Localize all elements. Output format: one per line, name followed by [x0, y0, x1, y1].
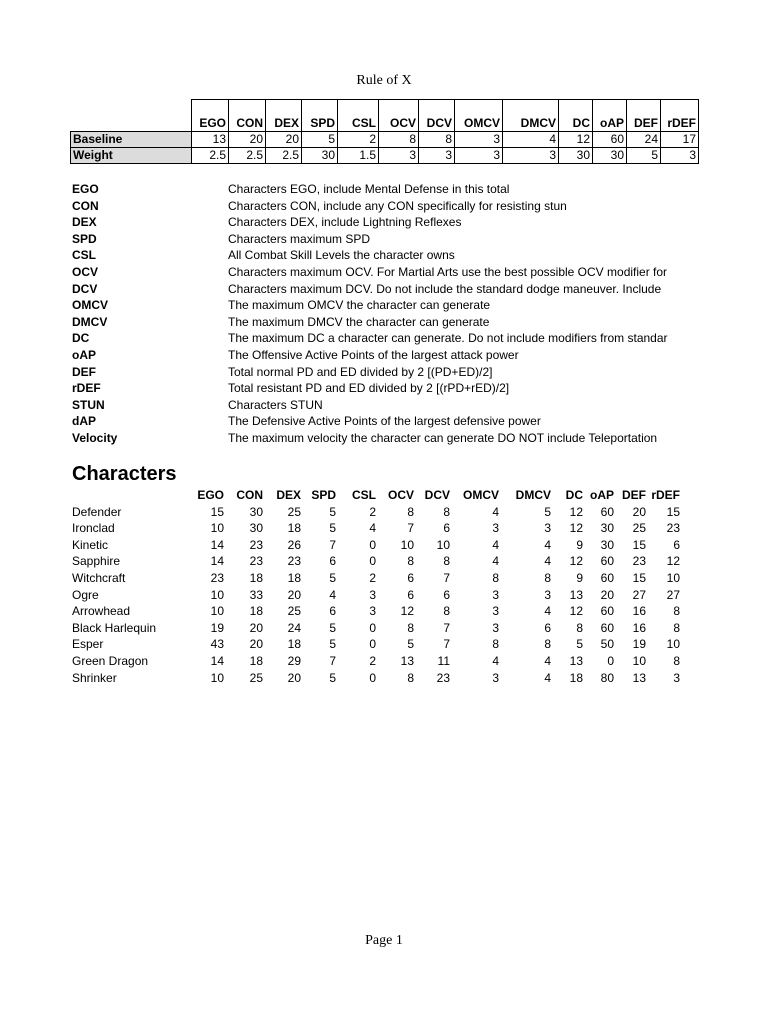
row-label: Baseline: [71, 132, 192, 148]
value-cell: 30: [593, 148, 627, 164]
value-cell: 23: [287, 554, 301, 569]
definition-term: DMCV: [72, 314, 108, 329]
definition-term: OMCV: [72, 298, 108, 313]
definition-term: DCV: [72, 281, 98, 296]
value-cell: 60: [600, 604, 614, 619]
value-cell: 3: [369, 587, 376, 602]
definition-row: [72, 281, 692, 298]
value-cell: 8: [407, 554, 414, 569]
value-cell: 6: [673, 537, 680, 552]
value-cell: 12: [569, 504, 583, 519]
value-cell: 3: [369, 604, 376, 619]
character-name: Witchcraft: [72, 570, 126, 585]
value-cell: 12: [559, 132, 593, 148]
definition-text: Characters STUN: [228, 397, 323, 412]
definition-text: Characters maximum DCV. Do not include the standard dodge maneuver. Include: [228, 281, 662, 296]
value-cell: 0: [607, 653, 614, 668]
definition-term: CON: [72, 198, 99, 213]
value-cell: 13: [632, 670, 646, 685]
value-cell: 5: [576, 637, 583, 652]
header-spacer-cell: [266, 100, 302, 117]
column-header: DC: [565, 488, 583, 502]
header-spacer-cell: [229, 100, 266, 117]
definition-row: [72, 380, 692, 397]
value-cell: 20: [249, 637, 263, 652]
header-spacer-cell: [338, 100, 379, 117]
character-name: Arrowhead: [72, 604, 131, 619]
value-cell: 12: [400, 604, 414, 619]
character-name: Shrinker: [72, 670, 117, 685]
table-row: [70, 603, 682, 620]
character-name: Sapphire: [72, 554, 121, 569]
value-cell: 25: [287, 504, 301, 519]
characters-table: [70, 487, 682, 686]
value-cell: 10: [666, 637, 680, 652]
value-cell: 33: [249, 587, 263, 602]
value-cell: 30: [600, 537, 614, 552]
value-cell: 0: [369, 537, 376, 552]
value-cell: 4: [544, 554, 551, 569]
column-header: oAP: [590, 488, 614, 502]
value-cell: 13: [569, 653, 583, 668]
value-cell: 3: [379, 148, 419, 164]
table-row: [70, 537, 682, 554]
value-cell: 18: [287, 570, 301, 585]
value-cell: 7: [443, 637, 450, 652]
value-cell: 4: [492, 504, 499, 519]
value-cell: 2.5: [229, 148, 266, 164]
character-name: Black Harlequin: [72, 620, 157, 635]
value-cell: 12: [666, 554, 680, 569]
table-row: [70, 620, 682, 637]
value-cell: 16: [632, 604, 646, 619]
value-cell: 12: [569, 554, 583, 569]
value-cell: 19: [632, 637, 646, 652]
definition-row: [72, 297, 692, 314]
value-cell: 5: [407, 637, 414, 652]
definition-term: Velocity: [72, 430, 118, 445]
value-cell: 5: [329, 504, 336, 519]
table-row: [71, 132, 699, 148]
value-cell: 30: [302, 148, 338, 164]
value-cell: 12: [569, 521, 583, 536]
value-cell: 8: [673, 604, 680, 619]
column-header: OMCV: [463, 488, 499, 502]
definition-text: Characters maximum SPD: [228, 231, 371, 246]
value-cell: 20: [249, 620, 263, 635]
value-cell: 20: [600, 587, 614, 602]
definitions-list: [72, 181, 692, 447]
value-cell: 30: [600, 521, 614, 536]
column-header: rDEF: [651, 488, 680, 502]
definition-text: The maximum OMCV the character can generate: [228, 298, 491, 313]
value-cell: 3: [492, 670, 499, 685]
value-cell: 4: [544, 670, 551, 685]
characters-heading: Characters: [72, 463, 177, 485]
value-cell: 24: [627, 132, 661, 148]
value-cell: 3: [492, 521, 499, 536]
value-cell: 5: [329, 620, 336, 635]
value-cell: 60: [600, 554, 614, 569]
header-spacer-cell: [503, 100, 559, 117]
value-cell: 29: [287, 653, 301, 668]
value-cell: 50: [600, 637, 614, 652]
table-row: [70, 504, 682, 521]
value-cell: 4: [329, 587, 336, 602]
definition-term: DC: [72, 331, 90, 346]
value-cell: 24: [287, 620, 301, 635]
value-cell: 11: [437, 653, 450, 668]
value-cell: 5: [302, 132, 338, 148]
value-cell: 12: [569, 604, 583, 619]
value-cell: 16: [632, 620, 646, 635]
value-cell: 8: [544, 570, 551, 585]
value-cell: 4: [492, 653, 499, 668]
value-cell: 3: [492, 620, 499, 635]
definition-row: [72, 314, 692, 331]
value-cell: 13: [192, 132, 229, 148]
value-cell: 0: [369, 637, 376, 652]
definition-term: dAP: [72, 414, 96, 429]
value-cell: 3: [661, 148, 699, 164]
table-row: [70, 587, 682, 604]
value-cell: 6: [443, 587, 450, 602]
value-cell: 18: [249, 653, 263, 668]
definition-text: The Offensive Active Points of the largest attack power: [228, 347, 519, 362]
value-cell: 18: [249, 604, 263, 619]
column-header: EGO: [197, 488, 224, 502]
definition-text: Total resistant PD and ED divided by 2 [(rPD+rED)/2]: [228, 381, 510, 396]
value-cell: 20: [632, 504, 646, 519]
definition-text: Characters CON, include any CON specifically for resisting stun: [228, 198, 567, 213]
table-row: [70, 553, 682, 570]
table-row: [70, 570, 682, 587]
value-cell: 6: [407, 587, 414, 602]
value-cell: 4: [544, 604, 551, 619]
header-spacer-cell: [593, 100, 627, 117]
value-cell: 23: [632, 554, 646, 569]
value-cell: 20: [287, 670, 301, 685]
page-title: Rule of X: [356, 73, 412, 88]
definition-row: [72, 181, 692, 198]
value-cell: 0: [369, 554, 376, 569]
definition-row: [72, 231, 692, 248]
value-cell: 6: [407, 570, 414, 585]
header-spacer-cell: [379, 100, 419, 117]
value-cell: 10: [632, 653, 646, 668]
column-header: rDEF: [661, 116, 699, 132]
value-cell: 3: [544, 587, 551, 602]
value-cell: 6: [544, 620, 551, 635]
value-cell: 25: [632, 521, 646, 536]
definition-text: The maximum DC a character can generate. Do not include modifiers from standar: [228, 331, 668, 346]
value-cell: 4: [369, 521, 376, 536]
definition-text: Characters DEX, include Lightning Reflexes: [228, 215, 462, 230]
definition-term: oAP: [72, 347, 96, 362]
value-cell: 8: [673, 620, 680, 635]
value-cell: 60: [593, 132, 627, 148]
definition-term: rDEF: [72, 381, 101, 396]
header-spacer-cell: [71, 100, 192, 117]
value-cell: 15: [666, 504, 680, 519]
definition-row: [72, 430, 692, 447]
value-cell: 14: [210, 537, 224, 552]
definition-row: [72, 198, 692, 215]
value-cell: 18: [287, 637, 301, 652]
value-cell: 8: [407, 620, 414, 635]
header-spacer-cell: [192, 100, 229, 117]
table-row: [70, 520, 682, 537]
value-cell: 13: [569, 587, 583, 602]
value-cell: 2: [338, 132, 379, 148]
value-cell: 9: [576, 570, 583, 585]
value-cell: 5: [329, 637, 336, 652]
value-cell: 15: [210, 504, 224, 519]
value-cell: 27: [666, 587, 680, 602]
definition-text: The Defensive Active Points of the largest defensive power: [228, 414, 541, 429]
character-name: Ogre: [72, 587, 99, 602]
value-cell: 4: [492, 554, 499, 569]
value-cell: 18: [249, 570, 263, 585]
character-name: Defender: [72, 504, 122, 519]
value-cell: 60: [600, 620, 614, 635]
value-cell: 4: [503, 132, 559, 148]
value-cell: 23: [210, 570, 224, 585]
value-cell: 13: [400, 653, 414, 668]
definition-text: The maximum velocity the character can generate DO NOT include Teleportation: [228, 430, 658, 445]
definition-row: [72, 214, 692, 231]
value-cell: 3: [419, 148, 455, 164]
value-cell: 10: [400, 537, 414, 552]
definition-term: CSL: [72, 248, 96, 263]
value-cell: 15: [632, 537, 646, 552]
definition-row: [72, 347, 692, 364]
value-cell: 26: [287, 537, 301, 552]
value-cell: 23: [666, 521, 680, 536]
value-cell: 43: [210, 637, 224, 652]
row-label: Weight: [71, 148, 192, 164]
value-cell: 3: [455, 132, 503, 148]
table-row: [70, 653, 682, 670]
value-cell: 8: [492, 637, 499, 652]
value-cell: 3: [544, 521, 551, 536]
column-header: DC: [559, 116, 593, 132]
value-cell: 4: [544, 537, 551, 552]
value-cell: 25: [287, 604, 301, 619]
value-cell: 30: [559, 148, 593, 164]
value-cell: 2: [369, 653, 376, 668]
value-cell: 0: [369, 670, 376, 685]
value-cell: 3: [673, 670, 680, 685]
definition-text: Total normal PD and ED divided by 2 [(PD+ED)/2]: [228, 364, 493, 379]
header-spacer-cell: [661, 100, 699, 117]
value-cell: 8: [419, 132, 455, 148]
definition-row: [72, 330, 692, 347]
definition-row: [72, 413, 692, 430]
value-cell: 7: [443, 570, 450, 585]
definition-text: The maximum DMCV the character can generate: [228, 314, 490, 329]
value-cell: 2: [369, 504, 376, 519]
column-header: DEF: [627, 116, 661, 132]
value-cell: 10: [210, 670, 224, 685]
definition-term: SPD: [72, 231, 97, 246]
value-cell: 23: [249, 537, 263, 552]
value-cell: 3: [503, 148, 559, 164]
column-header: OCV: [387, 488, 414, 502]
value-cell: 10: [210, 521, 224, 536]
value-cell: 4: [492, 537, 499, 552]
value-cell: 10: [210, 587, 224, 602]
character-name: Esper: [72, 637, 104, 652]
header-spacer-cell: [627, 100, 661, 117]
value-cell: 10: [210, 604, 224, 619]
column-header: DCV: [419, 116, 455, 132]
definition-row: [72, 264, 692, 281]
definition-row: [72, 397, 692, 414]
value-cell: 2.5: [192, 148, 229, 164]
definition-row: [72, 247, 692, 264]
value-cell: 8: [492, 570, 499, 585]
header-spacer-cell: [302, 100, 338, 117]
definition-term: DEX: [72, 215, 97, 230]
column-header: DMCV: [503, 116, 559, 132]
value-cell: 7: [443, 620, 450, 635]
header-spacer-cell: [419, 100, 455, 117]
column-header: oAP: [593, 116, 627, 132]
value-cell: 23: [249, 554, 263, 569]
column-header: SPD: [311, 488, 336, 502]
value-cell: 5: [627, 148, 661, 164]
column-header: CSL: [338, 116, 379, 132]
value-cell: 18: [569, 670, 583, 685]
value-cell: 6: [443, 521, 450, 536]
column-header: DEF: [622, 488, 646, 502]
value-cell: 5: [329, 670, 336, 685]
value-cell: 19: [210, 620, 224, 635]
value-cell: 9: [576, 537, 583, 552]
value-cell: 3: [492, 604, 499, 619]
definition-term: OCV: [72, 264, 99, 279]
column-header: CON: [229, 116, 266, 132]
column-header: OMCV: [455, 116, 503, 132]
value-cell: 17: [661, 132, 699, 148]
value-cell: 6: [329, 554, 336, 569]
value-cell: 30: [249, 521, 263, 536]
value-cell: 8: [407, 670, 414, 685]
character-name: Green Dragon: [72, 653, 149, 668]
value-cell: 15: [632, 570, 646, 585]
table-row: [70, 670, 682, 687]
header-spacer-cell: [559, 100, 593, 117]
value-cell: 1.5: [338, 148, 379, 164]
column-header: SPD: [302, 116, 338, 132]
column-header: DCV: [424, 488, 450, 502]
value-cell: 25: [249, 670, 263, 685]
table-row: [70, 636, 682, 653]
column-header: EGO: [192, 116, 229, 132]
value-cell: 8: [443, 604, 450, 619]
definition-term: EGO: [72, 182, 99, 196]
value-cell: 18: [287, 521, 301, 536]
value-cell: 3: [455, 148, 503, 164]
corner-cell: [71, 116, 192, 132]
table-row: [71, 148, 699, 164]
definition-term: DEF: [72, 364, 96, 379]
definition-text: Characters maximum OCV. For Martial Arts use the best possible OCV modifier for: [228, 264, 668, 279]
value-cell: 2: [369, 570, 376, 585]
column-header: OCV: [379, 116, 419, 132]
value-cell: 5: [329, 570, 336, 585]
definition-row: [72, 364, 692, 381]
value-cell: 8: [407, 504, 414, 519]
value-cell: 7: [329, 537, 336, 552]
value-cell: 80: [600, 670, 614, 685]
value-cell: 20: [287, 587, 301, 602]
corner-cell: [70, 487, 184, 504]
column-header: DEX: [266, 116, 302, 132]
value-cell: 27: [632, 587, 646, 602]
value-cell: 14: [210, 653, 224, 668]
value-cell: 8: [443, 504, 450, 519]
column-header: DEX: [276, 488, 301, 502]
value-cell: 6: [329, 604, 336, 619]
value-cell: 2.5: [266, 148, 302, 164]
value-cell: 8: [673, 653, 680, 668]
value-cell: 7: [407, 521, 414, 536]
value-cell: 8: [544, 637, 551, 652]
definition-term: STUN: [72, 397, 105, 412]
value-cell: 8: [443, 554, 450, 569]
value-cell: 30: [249, 504, 263, 519]
header-spacer-cell: [455, 100, 503, 117]
character-name: Kinetic: [72, 537, 109, 552]
character-name: Ironclad: [72, 521, 115, 536]
value-cell: 3: [492, 587, 499, 602]
value-cell: 10: [666, 570, 680, 585]
value-cell: 7: [329, 653, 336, 668]
rule-of-x-table: [70, 99, 699, 164]
value-cell: 8: [576, 620, 583, 635]
value-cell: 5: [329, 521, 336, 536]
value-cell: 0: [369, 620, 376, 635]
value-cell: 60: [600, 570, 614, 585]
value-cell: 8: [379, 132, 419, 148]
value-cell: 23: [436, 670, 450, 685]
value-cell: 5: [544, 504, 551, 519]
page-footer: Page 1: [365, 933, 403, 948]
definition-text: Characters EGO, include Mental Defense in this total: [228, 182, 510, 196]
definition-text: All Combat Skill Levels the character owns: [228, 248, 455, 263]
column-header: DMCV: [515, 488, 551, 502]
value-cell: 20: [229, 132, 266, 148]
value-cell: 60: [600, 504, 614, 519]
value-cell: 4: [544, 653, 551, 668]
value-cell: 10: [436, 537, 450, 552]
header-row: [70, 487, 682, 504]
value-cell: 20: [266, 132, 302, 148]
column-header: CSL: [352, 488, 376, 502]
value-cell: 14: [210, 554, 224, 569]
column-header: CON: [236, 488, 263, 502]
